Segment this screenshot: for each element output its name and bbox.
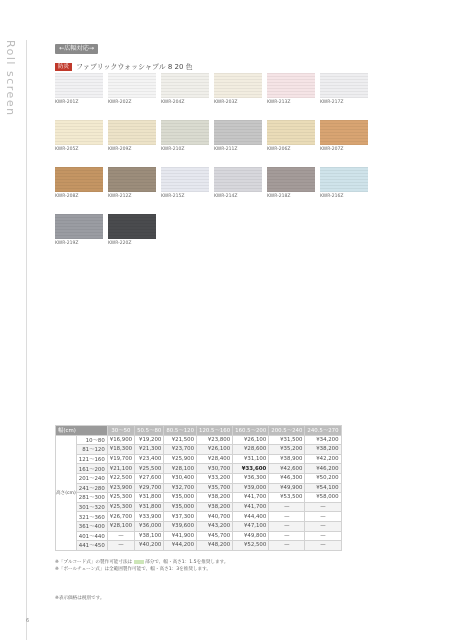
price-cell: ¥37,300 [164,512,197,522]
flame-retardant-badge: 防炎 [55,63,72,71]
price-cell: ¥25,900 [164,454,197,464]
fabric-swatch [108,214,156,246]
price-cell: ¥35,000 [164,493,197,503]
price-cell: ¥26,100 [197,445,233,455]
swatch-color-chip [55,167,103,192]
swatch-color-chip [161,120,209,145]
fabric-swatch [108,120,156,152]
height-range-cell: 161〜200 [76,464,107,474]
note-pull-cord-a: ※「プルコード式」の製作可能寸法は [55,560,133,565]
price-cell: ¥34,200 [305,435,341,445]
fabric-swatch [320,167,368,199]
swatch-grid [55,73,405,253]
price-cell: ¥42,600 [269,464,305,474]
table-row [56,473,342,483]
price-cell: ¥23,800 [197,435,233,445]
fabric-swatch [320,120,368,152]
fabric-swatch [55,167,103,199]
price-cell: ¥36,300 [233,473,269,483]
series-heading [55,62,193,72]
swatch-code: KWR-216Z [320,194,344,199]
price-cell: ¥38,200 [305,445,341,455]
swatch-color-chip [161,167,209,192]
price-cell: — [269,541,305,551]
price-cell: ¥23,700 [164,445,197,455]
price-cell: ¥18,300 [107,445,134,455]
price-cell: ¥41,700 [233,493,269,503]
price-cell: ¥26,700 [107,512,134,522]
table-row [56,512,342,522]
side-divider [26,40,30,640]
swatch-color-chip [55,73,103,98]
table-row [56,435,342,445]
price-cell: ¥27,600 [135,473,164,483]
swatch-code: KWR-204Z [161,100,185,105]
price-cell: ¥28,100 [107,521,134,531]
swatch-code: KWR-205Z [55,147,79,152]
price-cell: ¥54,100 [305,483,341,493]
swatch-code: KWR-208Z [55,194,79,199]
side-section-label: Roll screen [4,40,17,117]
table-row [56,454,342,464]
price-cell: ¥41,900 [164,531,197,541]
price-cell: — [269,502,305,512]
series-title: ファブリックウォッシャブル 8 20 色 [76,63,193,71]
swatch-code: KWR-203Z [214,100,238,105]
price-cell: ¥41,700 [233,502,269,512]
swatch-color-chip [320,120,368,145]
width-column-header: 120.5〜160 [197,426,233,436]
swatch-code: KWR-220Z [108,241,132,246]
price-cell: — [107,531,134,541]
price-cell: — [107,541,134,551]
width-column-header: 30〜50 [107,426,134,436]
price-table [55,425,342,551]
tax-footnote: ※表示価格は税別です。 [55,596,105,601]
price-cell: — [269,531,305,541]
price-cell: — [305,502,341,512]
price-cell: ¥33,200 [197,473,233,483]
price-cell: ¥58,000 [305,493,341,503]
green-legend-swatch [134,560,144,564]
price-cell: ¥36,000 [135,521,164,531]
price-cell: ¥29,700 [135,483,164,493]
table-row [56,483,342,493]
price-cell: ¥52,500 [233,541,269,551]
page-number: 6 [26,618,30,624]
price-cell: — [305,521,341,531]
height-range-cell: 281〜300 [76,493,107,503]
height-range-cell: 301〜320 [76,502,107,512]
price-cell: ¥25,300 [107,493,134,503]
price-cell: ¥39,000 [233,483,269,493]
swatch-color-chip [108,73,156,98]
price-cell: ¥23,400 [135,454,164,464]
fabric-swatch [161,167,209,199]
table-row [56,445,342,455]
price-cell: ¥47,100 [233,521,269,531]
height-range-cell: 321〜360 [76,512,107,522]
price-cell: ¥22,500 [107,473,134,483]
price-cell: ¥49,800 [233,531,269,541]
width-column-header: 80.5〜120 [164,426,197,436]
fabric-swatch [214,167,262,199]
width-column-header: 160.5〜200 [233,426,269,436]
height-range-cell: 441〜450 [76,541,107,551]
price-cell: ¥31,800 [135,493,164,503]
swatch-code: KWR-210Z [161,147,185,152]
price-cell: ¥46,300 [269,473,305,483]
table-row [56,502,342,512]
swatch-code: KWR-214Z [214,194,238,199]
price-cell: ¥21,100 [107,464,134,474]
height-axis-label: 高さ(cm) [56,435,77,550]
price-cell: ¥39,600 [164,521,197,531]
table-row [56,493,342,503]
swatch-color-chip [161,73,209,98]
price-cell: ¥31,500 [269,435,305,445]
swatch-code: KWR-213Z [267,100,291,105]
price-cell: ¥28,600 [233,445,269,455]
price-cell: — [305,541,341,551]
table-header-row [56,426,342,436]
height-range-cell: 241〜280 [76,483,107,493]
price-cell: ¥25,500 [135,464,164,474]
price-cell: ¥30,700 [197,464,233,474]
price-cell: ¥43,200 [197,521,233,531]
swatch-color-chip [320,167,368,192]
fabric-swatch [55,214,103,246]
width-column-header: 240.5〜270 [305,426,341,436]
price-cell: ¥19,700 [107,454,134,464]
width-header: 幅(cm) [56,426,108,436]
table-row [56,464,342,474]
price-cell: ¥38,900 [269,454,305,464]
height-range-cell: 10〜80 [76,435,107,445]
swatch-color-chip [108,120,156,145]
price-cell: ¥38,100 [135,531,164,541]
fabric-swatch [55,120,103,152]
price-cell: ¥49,900 [269,483,305,493]
swatch-code: KWR-206Z [267,147,291,152]
swatch-color-chip [320,73,368,98]
price-cell: ¥23,900 [107,483,134,493]
swatch-color-chip [267,120,315,145]
price-cell: — [269,521,305,531]
price-cell: ¥31,100 [233,454,269,464]
price-cell: ¥19,200 [135,435,164,445]
price-cell: ¥21,300 [135,445,164,455]
price-cell: ¥40,200 [135,541,164,551]
swatch-code: KWR-212Z [108,194,132,199]
swatch-color-chip [267,73,315,98]
price-cell: ¥33,900 [135,512,164,522]
height-range-cell: 121〜160 [76,454,107,464]
width-column-header: 200.5〜240 [269,426,305,436]
swatch-code: KWR-219Z [55,241,79,246]
fabric-swatch [214,120,262,152]
swatch-code: KWR-201Z [55,100,79,105]
wide-width-pill: ←広幅対応→ [55,44,98,54]
fabric-swatch [108,73,156,105]
price-cell: ¥45,700 [197,531,233,541]
table-row [56,541,342,551]
price-cell: ¥32,700 [164,483,197,493]
swatch-code: KWR-218Z [267,194,291,199]
notes [55,559,228,573]
price-cell: ¥16,900 [107,435,134,445]
price-cell: ¥25,300 [107,502,134,512]
swatch-color-chip [55,214,103,239]
price-cell: ¥44,200 [164,541,197,551]
price-cell: — [305,512,341,522]
fabric-swatch [55,73,103,105]
swatch-color-chip [108,167,156,192]
price-cell: ¥35,000 [164,502,197,512]
price-cell: ¥31,800 [135,502,164,512]
price-cell: ¥35,700 [197,483,233,493]
price-cell: ¥48,200 [197,541,233,551]
price-cell: — [305,531,341,541]
price-cell: ¥26,100 [233,435,269,445]
price-cell: ¥38,200 [197,493,233,503]
height-range-cell: 401〜440 [76,531,107,541]
price-cell: ¥35,200 [269,445,305,455]
swatch-code: KWR-202Z [108,100,132,105]
note-ball-chain: ※「ボールチェーン式」は全範囲製作可能で、幅・高さ1：3を推奨します。 [55,567,211,573]
price-cell: — [269,512,305,522]
price-cell: ¥28,100 [164,464,197,474]
price-cell: ¥38,200 [197,502,233,512]
swatch-color-chip [214,120,262,145]
swatch-code: KWR-209Z [108,147,132,152]
height-range-cell: 361〜400 [76,521,107,531]
swatch-color-chip [267,167,315,192]
width-column-header: 50.5〜80 [135,426,164,436]
price-cell: ¥46,200 [305,464,341,474]
swatch-color-chip [214,167,262,192]
fabric-swatch [267,73,315,105]
price-cell: ¥30,400 [164,473,197,483]
fabric-swatch [320,73,368,105]
fabric-swatch [161,120,209,152]
note-pull-cord-b: 部分で、幅・高さ1：1.5を推奨します。 [145,560,229,565]
swatch-code: KWR-215Z [161,194,185,199]
price-cell: ¥42,200 [305,454,341,464]
price-cell: ¥50,200 [305,473,341,483]
fabric-swatch [267,167,315,199]
fabric-swatch [267,120,315,152]
table-row [56,531,342,541]
price-cell: ¥28,400 [197,454,233,464]
price-cell: ¥53,500 [269,493,305,503]
price-cell: ¥21,500 [164,435,197,445]
swatch-color-chip [55,120,103,145]
note-pull-cord [55,559,228,566]
height-range-cell: 201〜240 [76,473,107,483]
height-range-cell: 81〜120 [76,445,107,455]
table-row [56,521,342,531]
price-cell: ¥40,700 [197,512,233,522]
price-cell: ¥33,600 [233,464,269,474]
swatch-color-chip [108,214,156,239]
swatch-code: KWR-217Z [320,100,344,105]
fabric-swatch [161,73,209,105]
swatch-color-chip [214,73,262,98]
swatch-code: KWR-211Z [214,147,238,152]
swatch-code: KWR-207Z [320,147,344,152]
fabric-swatch [108,167,156,199]
fabric-swatch [214,73,262,105]
price-cell: ¥44,400 [233,512,269,522]
